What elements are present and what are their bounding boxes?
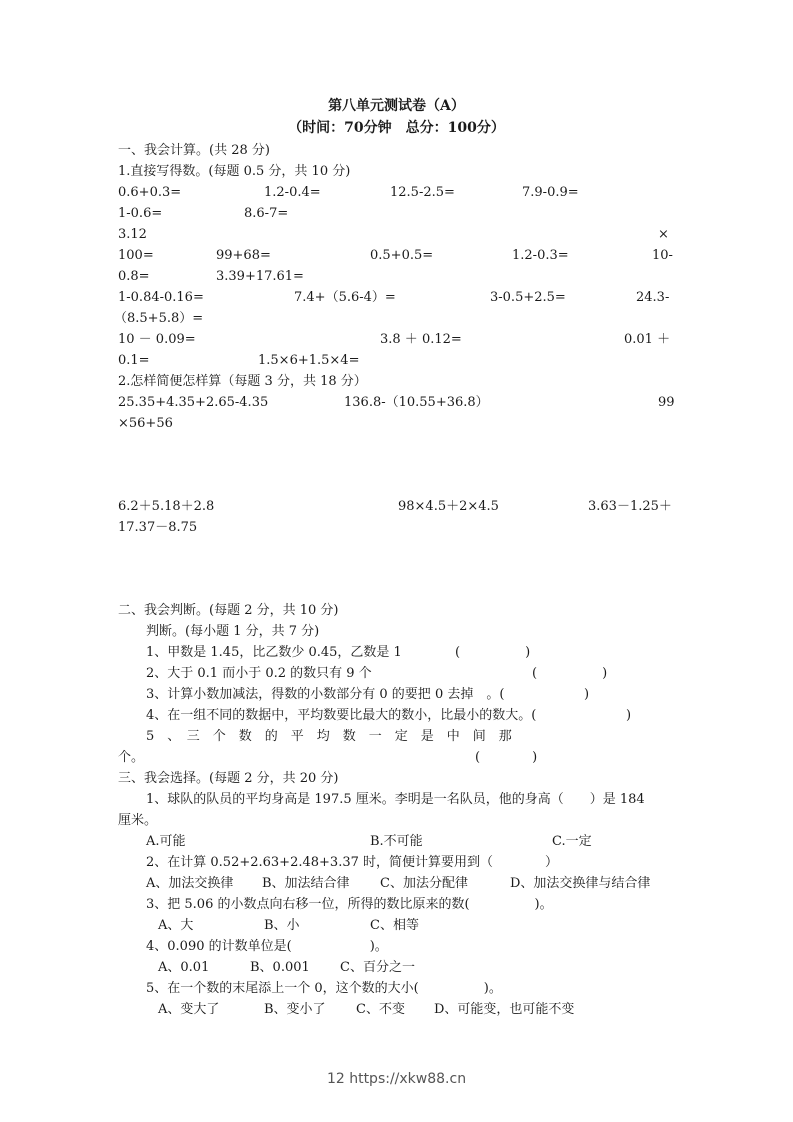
problem: 100= <box>118 248 154 263</box>
choice-question: 4、0.090 的计数单位是( )。 <box>146 939 388 954</box>
problem: 0.8= <box>118 269 150 284</box>
section2-heading: 二、我会判断。(每题 2 分，共 10 分) <box>118 603 339 618</box>
choice-option[interactable]: B、加法结合律 <box>262 876 350 891</box>
problem: 0.5+0.5= <box>370 248 434 263</box>
problem: 10 － 0.09= <box>118 332 196 347</box>
problem: × <box>658 227 669 242</box>
problem: 1.2-0.4= <box>264 185 321 200</box>
choice-question: 5、在一个数的末尾添上一个 0，这个数的大小( )。 <box>146 981 502 996</box>
answer-blank[interactable]: ) <box>532 687 590 702</box>
problem: 3.8 ＋ 0.12= <box>380 332 462 347</box>
choice-option[interactable]: B、0.001 <box>250 960 310 975</box>
problem: 1-0.6= <box>118 206 163 221</box>
problem: 8.6-7= <box>244 206 289 221</box>
section2-subheading: 判断。(每小题 1 分，共 7 分) <box>146 624 320 639</box>
choice-option[interactable]: C、相等 <box>370 918 419 933</box>
choice-option[interactable]: B.不可能 <box>370 834 423 849</box>
choice-question: 3、把 5.06 的小数点向右移一位，所得的数比原来的数( )。 <box>146 897 553 912</box>
part2-heading: 2.怎样简便怎样算（每题 3 分，共 18 分） <box>118 374 367 389</box>
choice-option[interactable]: A、变大了 <box>158 1002 220 1017</box>
judge-item: 3、计算小数加减法，得数的小数部分有 0 的要把 0 去掉 。( <box>146 687 505 702</box>
part1-heading: 1.直接写得数。(每题 0.5 分，共 10 分) <box>118 164 351 179</box>
judge-item: 1、甲数是 1.45，比乙数少 0.45，乙数是 1 <box>146 645 402 660</box>
choice-question: 1、球队的队员的平均身高是 197.5 厘米。李明是一名队员，他的身高（ ）是 184 <box>146 792 645 807</box>
problem: 7.9-0.9= <box>522 185 579 200</box>
answer-blank[interactable]: ) <box>574 708 632 723</box>
problem: 12.5-2.5= <box>390 185 455 200</box>
choice-option[interactable]: B、小 <box>264 918 300 933</box>
choice-option[interactable]: A、大 <box>158 918 194 933</box>
answer-blank[interactable]: ( ) <box>532 666 608 681</box>
problem: 1.5×6+1.5×4= <box>258 353 360 368</box>
problem: 0.01 ＋ <box>624 332 671 347</box>
choice-option[interactable]: C.一定 <box>552 834 592 849</box>
problem: （8.5+5.8）= <box>114 311 204 326</box>
choice-option[interactable]: A、加法交换律 <box>146 876 234 891</box>
judge-item: 2、大于 0.1 而小于 0.2 的数只有 9 个 <box>146 666 372 681</box>
problem: 99 <box>658 395 675 410</box>
choice-question: 2、在计算 0.52+2.63+2.48+3.37 时，简便计算要用到（ ） <box>146 855 558 870</box>
problem: 17.37－8.75 <box>118 520 198 535</box>
problem: 3.39+17.61= <box>216 269 304 284</box>
problem: 1.2-0.3= <box>512 248 569 263</box>
judge-item-cont: 个。 <box>118 750 145 765</box>
answer-blank[interactable]: ( ) <box>475 750 538 765</box>
problem: 24.3- <box>636 290 670 305</box>
problem: 7.4+（5.6-4）= <box>294 290 396 305</box>
page-subtitle: （时间：70分钟 总分：100分） <box>288 120 505 136</box>
problem: 136.8-（10.55+36.8） <box>344 395 489 410</box>
choice-option[interactable]: B、变小了 <box>264 1002 326 1017</box>
choice-option[interactable]: D、可能变，也可能不变 <box>434 1002 575 1017</box>
section3-heading: 三、我会选择。(每题 2 分，共 20 分) <box>118 771 339 786</box>
problem: 3.63－1.25＋ <box>588 499 672 514</box>
problem: 3-0.5+2.5= <box>490 290 566 305</box>
problem: 10- <box>652 248 673 263</box>
page-footer: 12 https://xkw88.cn <box>326 1071 467 1087</box>
problem: 0.6+0.3= <box>118 185 182 200</box>
choice-option[interactable]: A.可能 <box>146 834 186 849</box>
judge-item: 4、在一组不同的数据中，平均数要比最大的数小，比最小的数大。( <box>146 708 537 723</box>
choice-option[interactable]: C、不变 <box>356 1002 405 1017</box>
problem: 1-0.84-0.16= <box>118 290 204 305</box>
problem: ×56+56 <box>118 416 173 431</box>
choice-option[interactable]: C、百分之一 <box>340 960 415 975</box>
choice-option[interactable]: A、0.01 <box>158 960 210 975</box>
judge-item: 5 、 三 个 数 的 平 均 数 一 定 是 中 间 那 <box>146 729 512 744</box>
problem: 98×4.5＋2×4.5 <box>398 499 499 514</box>
answer-blank[interactable]: ( ) <box>455 645 531 660</box>
problem: 25.35+4.35+2.65-4.35 <box>118 395 269 410</box>
choice-question-cont: 厘米。 <box>118 813 158 828</box>
choice-option[interactable]: D、加法交换律与结合律 <box>510 876 651 891</box>
problem: 0.1= <box>118 353 150 368</box>
problem: 6.2＋5.18＋2.8 <box>118 499 215 514</box>
page-title: 第八单元测试卷（A） <box>328 98 465 114</box>
problem: 3.12 <box>118 227 147 242</box>
problem: 99+68= <box>216 248 271 263</box>
choice-option[interactable]: C、加法分配律 <box>380 876 468 891</box>
section1-heading: 一、我会计算。(共 28 分) <box>118 143 270 158</box>
